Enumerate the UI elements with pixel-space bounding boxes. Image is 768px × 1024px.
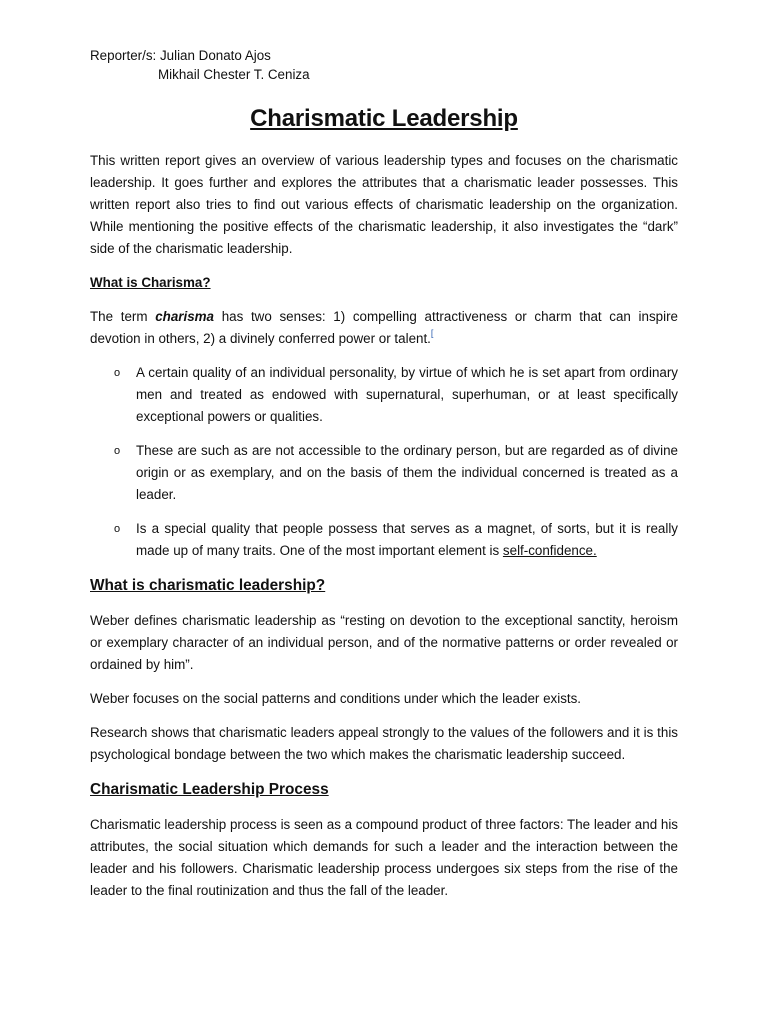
bullet-circle-icon: o bbox=[114, 523, 121, 535]
reporter-label: Reporter/s: bbox=[90, 48, 157, 63]
process-paragraph: Charismatic leadership process is seen as a compound product of three factors: The leader and his attributes, the social situation which demands for such a leader and the interaction between the leader and his followers. Charismatic leadership process undergoes six steps from the rise of the leader to the final routinization and thus the fall of the leader. bbox=[90, 817, 678, 898]
charisma-definition-paragraph bbox=[90, 306, 678, 350]
bullet-circle-icon: o bbox=[114, 445, 121, 457]
weber-definition-paragraph: Weber defines charismatic leadership as “resting on devotion to the exceptional sanctity, heroism or exemplary character of an individual person, and of the normative patterns or order revealed or ordained by him”. bbox=[90, 613, 678, 672]
bullet-text: A certain quality of an individual personality, by virtue of which he is set apart from ordinary men and treated as endowed with supernatural, superhuman, or at least specifically exceptional powers or qualities. bbox=[136, 365, 678, 424]
heading-what-is-charisma: What is Charisma? bbox=[90, 275, 211, 290]
document-title: Charismatic Leadership bbox=[250, 105, 518, 132]
self-confidence-link[interactable]: self-confidence. bbox=[502, 543, 597, 558]
reference-link[interactable]: [ bbox=[430, 328, 434, 338]
charisma-bullet-list bbox=[90, 362, 678, 562]
reporter-block bbox=[90, 46, 678, 84]
list-item bbox=[114, 518, 678, 562]
heading-leadership-process: Charismatic Leadership Process bbox=[90, 781, 329, 798]
bullet-circle-icon: o bbox=[114, 367, 121, 379]
bullet-text: These are such as are not accessible to the ordinary person, but are regarded as of divine origin or as exemplary, and on the basis of them the individual concerned is treated as a leader. bbox=[136, 443, 678, 502]
term-charisma: charisma bbox=[155, 309, 215, 324]
reporter-line-1 bbox=[90, 46, 678, 65]
term-pre-text: The term bbox=[90, 309, 156, 324]
heading-what-is-charismatic-leadership: What is charismatic leadership? bbox=[90, 577, 326, 594]
list-item bbox=[114, 362, 678, 428]
reporter-name-2: Mikhail Chester T. Ceniza bbox=[158, 67, 310, 82]
term-post-text: has two senses: 1) compelling attractiveness or charm that can inspire devotion in others, 2) a divinely conferred power or talent. bbox=[90, 309, 678, 346]
intro-paragraph: This written report gives an overview of various leadership types and focuses on the charismatic leadership. It goes further and explores the attributes that a charismatic leader possesses. This written report also tries to find out various effects of charismatic leadership on the organization. While mentioning the positive effects of the charismatic leadership, it also investigates the “dark” side of the charismatic leadership. bbox=[90, 153, 678, 256]
bullet-text: Is a special quality that people possess that serves as a magnet, of sorts, but it is really made up of many traits. One of the most important element is bbox=[136, 521, 678, 558]
reporter-name-1: Julian Donato Ajos bbox=[156, 48, 271, 63]
research-paragraph: Research shows that charismatic leaders appeal strongly to the values of the followers and it is this psychological bondage between the two which makes the charismatic leadership succeed. bbox=[90, 725, 678, 762]
list-item bbox=[114, 440, 678, 506]
weber-focus-paragraph: Weber focuses on the social patterns and conditions under which the leader exists. bbox=[90, 691, 582, 706]
